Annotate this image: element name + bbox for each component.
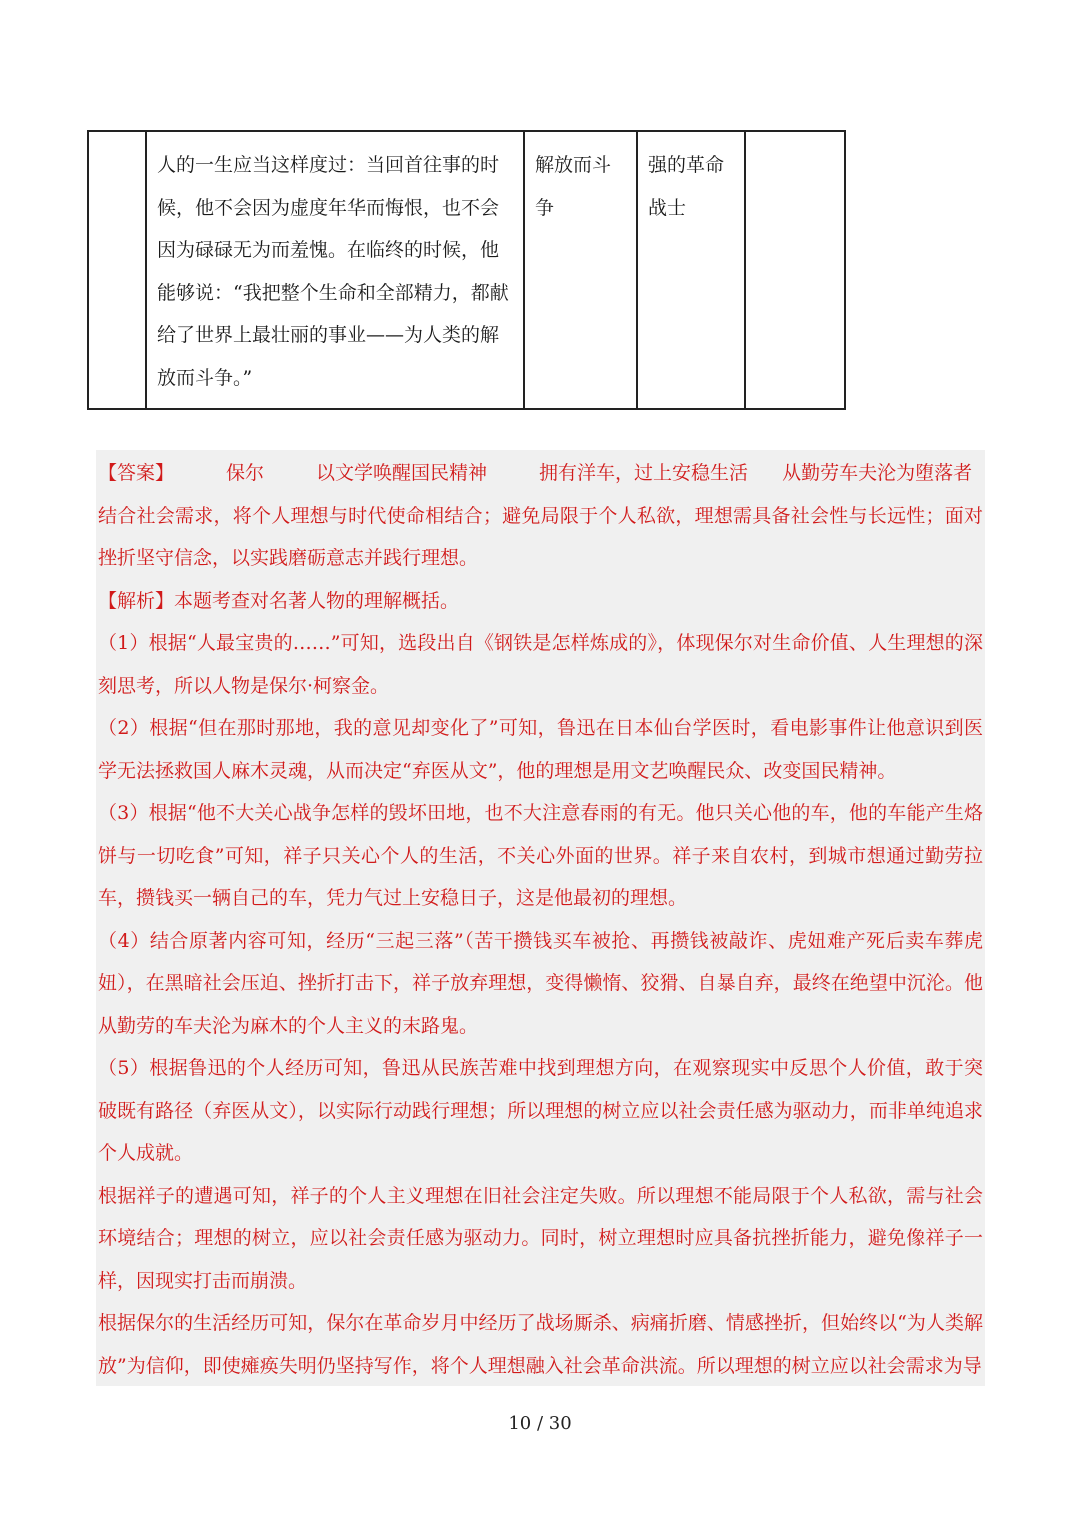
table-grid bbox=[87, 130, 846, 410]
answer-label: 【答案】 bbox=[98, 462, 175, 484]
answer-item-2: 以文学唤醒国民精神 bbox=[316, 462, 488, 484]
table-cell-index bbox=[88, 131, 146, 409]
analysis-point-3: （3）根据“他不大关心战争怎样的毁坏田地，也不大注意春雨的有无。他只关心他的车，他的车能产生烙饼与一切吃食”可知，祥子只关心个人的生活，不关心外面的世界。祥子来自农村，到城市想通过勤劳拉车，攒钱买一辆自己的车，凭力气过上安稳日子，这是他最初的理想。 bbox=[98, 802, 983, 909]
table-cell-quote bbox=[146, 131, 524, 409]
ideal-text: 解放而斗争 bbox=[535, 154, 612, 219]
table-cell-trait bbox=[637, 131, 745, 409]
answer-item-1: 保尔 bbox=[226, 462, 265, 484]
analysis-point-5: （5）根据鲁迅的个人经历可知，鲁迅从民族苦难中找到理想方向，在观察现实中反思个人价值，敢于突破既有路径（弃医从文），以实际行动践行理想；所以理想的树立应以社会责任感为驱动力，而非单纯追求个人成就。 bbox=[98, 1057, 983, 1164]
analysis-point-1: （1）根据“人最宝贵的……”可知，选段出自《钢铁是怎样炼成的》，体现保尔对生命价值、人生理想的深刻思考，所以人物是保尔·柯察金。 bbox=[98, 632, 983, 697]
answer-item-4: 从勤劳车夫沦为堕落者 bbox=[782, 462, 973, 484]
table-cell-empty bbox=[745, 131, 845, 409]
analysis-xiangzi: 根据祥子的遭遇可知，祥子的个人主义理想在旧社会注定失败。所以理想不能局限于个人私欲，需与社会环境结合；理想的树立，应以社会责任感为驱动力。同时，树立理想时应具备抗挫折能力，避免像祥子一样，因现实打击而崩溃。 bbox=[98, 1184, 983, 1292]
answer-section bbox=[96, 450, 985, 1386]
table-row bbox=[88, 131, 845, 409]
analysis-point-2: （2）根据“但在那时那地，我的意见却变化了”可知，鲁迅在日本仙台学医时，看电影事件让他意识到医学无法拯救国人麻木灵魂，从而决定“弃医从文”，他的理想是用文艺唤醒民众、改变国民精神。 bbox=[98, 717, 983, 782]
answer-line bbox=[96, 452, 985, 495]
answer-item-3: 拥有洋车，过上安稳生活 bbox=[539, 462, 749, 484]
quote-text: 人的一生应当这样度过：当回首往事的时候，他不会因为虚度年华而悔恨，也不会因为碌碌无为而羞愧。在临终的时候，他能够说：“我把整个生命和全部精力，都献给了世界上最壮丽的事业——为人类的解放而斗争。” bbox=[157, 154, 509, 389]
table-cell-ideal bbox=[524, 131, 637, 409]
analysis-intro: 本题考查对名著人物的理解概括。 bbox=[174, 589, 460, 612]
analysis-label: 【解析】 bbox=[98, 589, 175, 612]
analysis-intro-line bbox=[96, 580, 985, 623]
analysis-point-4: （4）结合原著内容可知，经历“三起三落”（苦干攒钱买车被抢、再攒钱被敲诈、虎妞难产死后卖车葬虎妞），在黑暗社会压迫、挫折打击下，祥子放弃理想，变得懒惰、狡猾、自暴自弃，最终在绝望中沉沦。他从勤劳的车夫沦为麻木的个人主义的末路鬼。 bbox=[98, 929, 983, 1037]
answer-summary: 结合社会需求，将个人理想与时代使命相结合；避免局限于个人私欲，理想需具备社会性与长远性；面对挫折坚守信念，以实践磨砺意志并践行理想。 bbox=[98, 504, 983, 569]
trait-text: 强的革命战士 bbox=[648, 154, 725, 219]
analysis-paul: 根据保尔的生活经历可知，保尔在革命岁月中经历了战场厮杀、病痛折磨、情感挫折，但始终以“为人类解放”为信仰，即使瘫痪失明仍坚持写作，将个人理想融入社会革命洪流。所以理想的树立应以社会需求为导 bbox=[98, 1312, 983, 1377]
page-number: 10 / 30 bbox=[508, 1413, 572, 1434]
character-table bbox=[87, 130, 844, 410]
